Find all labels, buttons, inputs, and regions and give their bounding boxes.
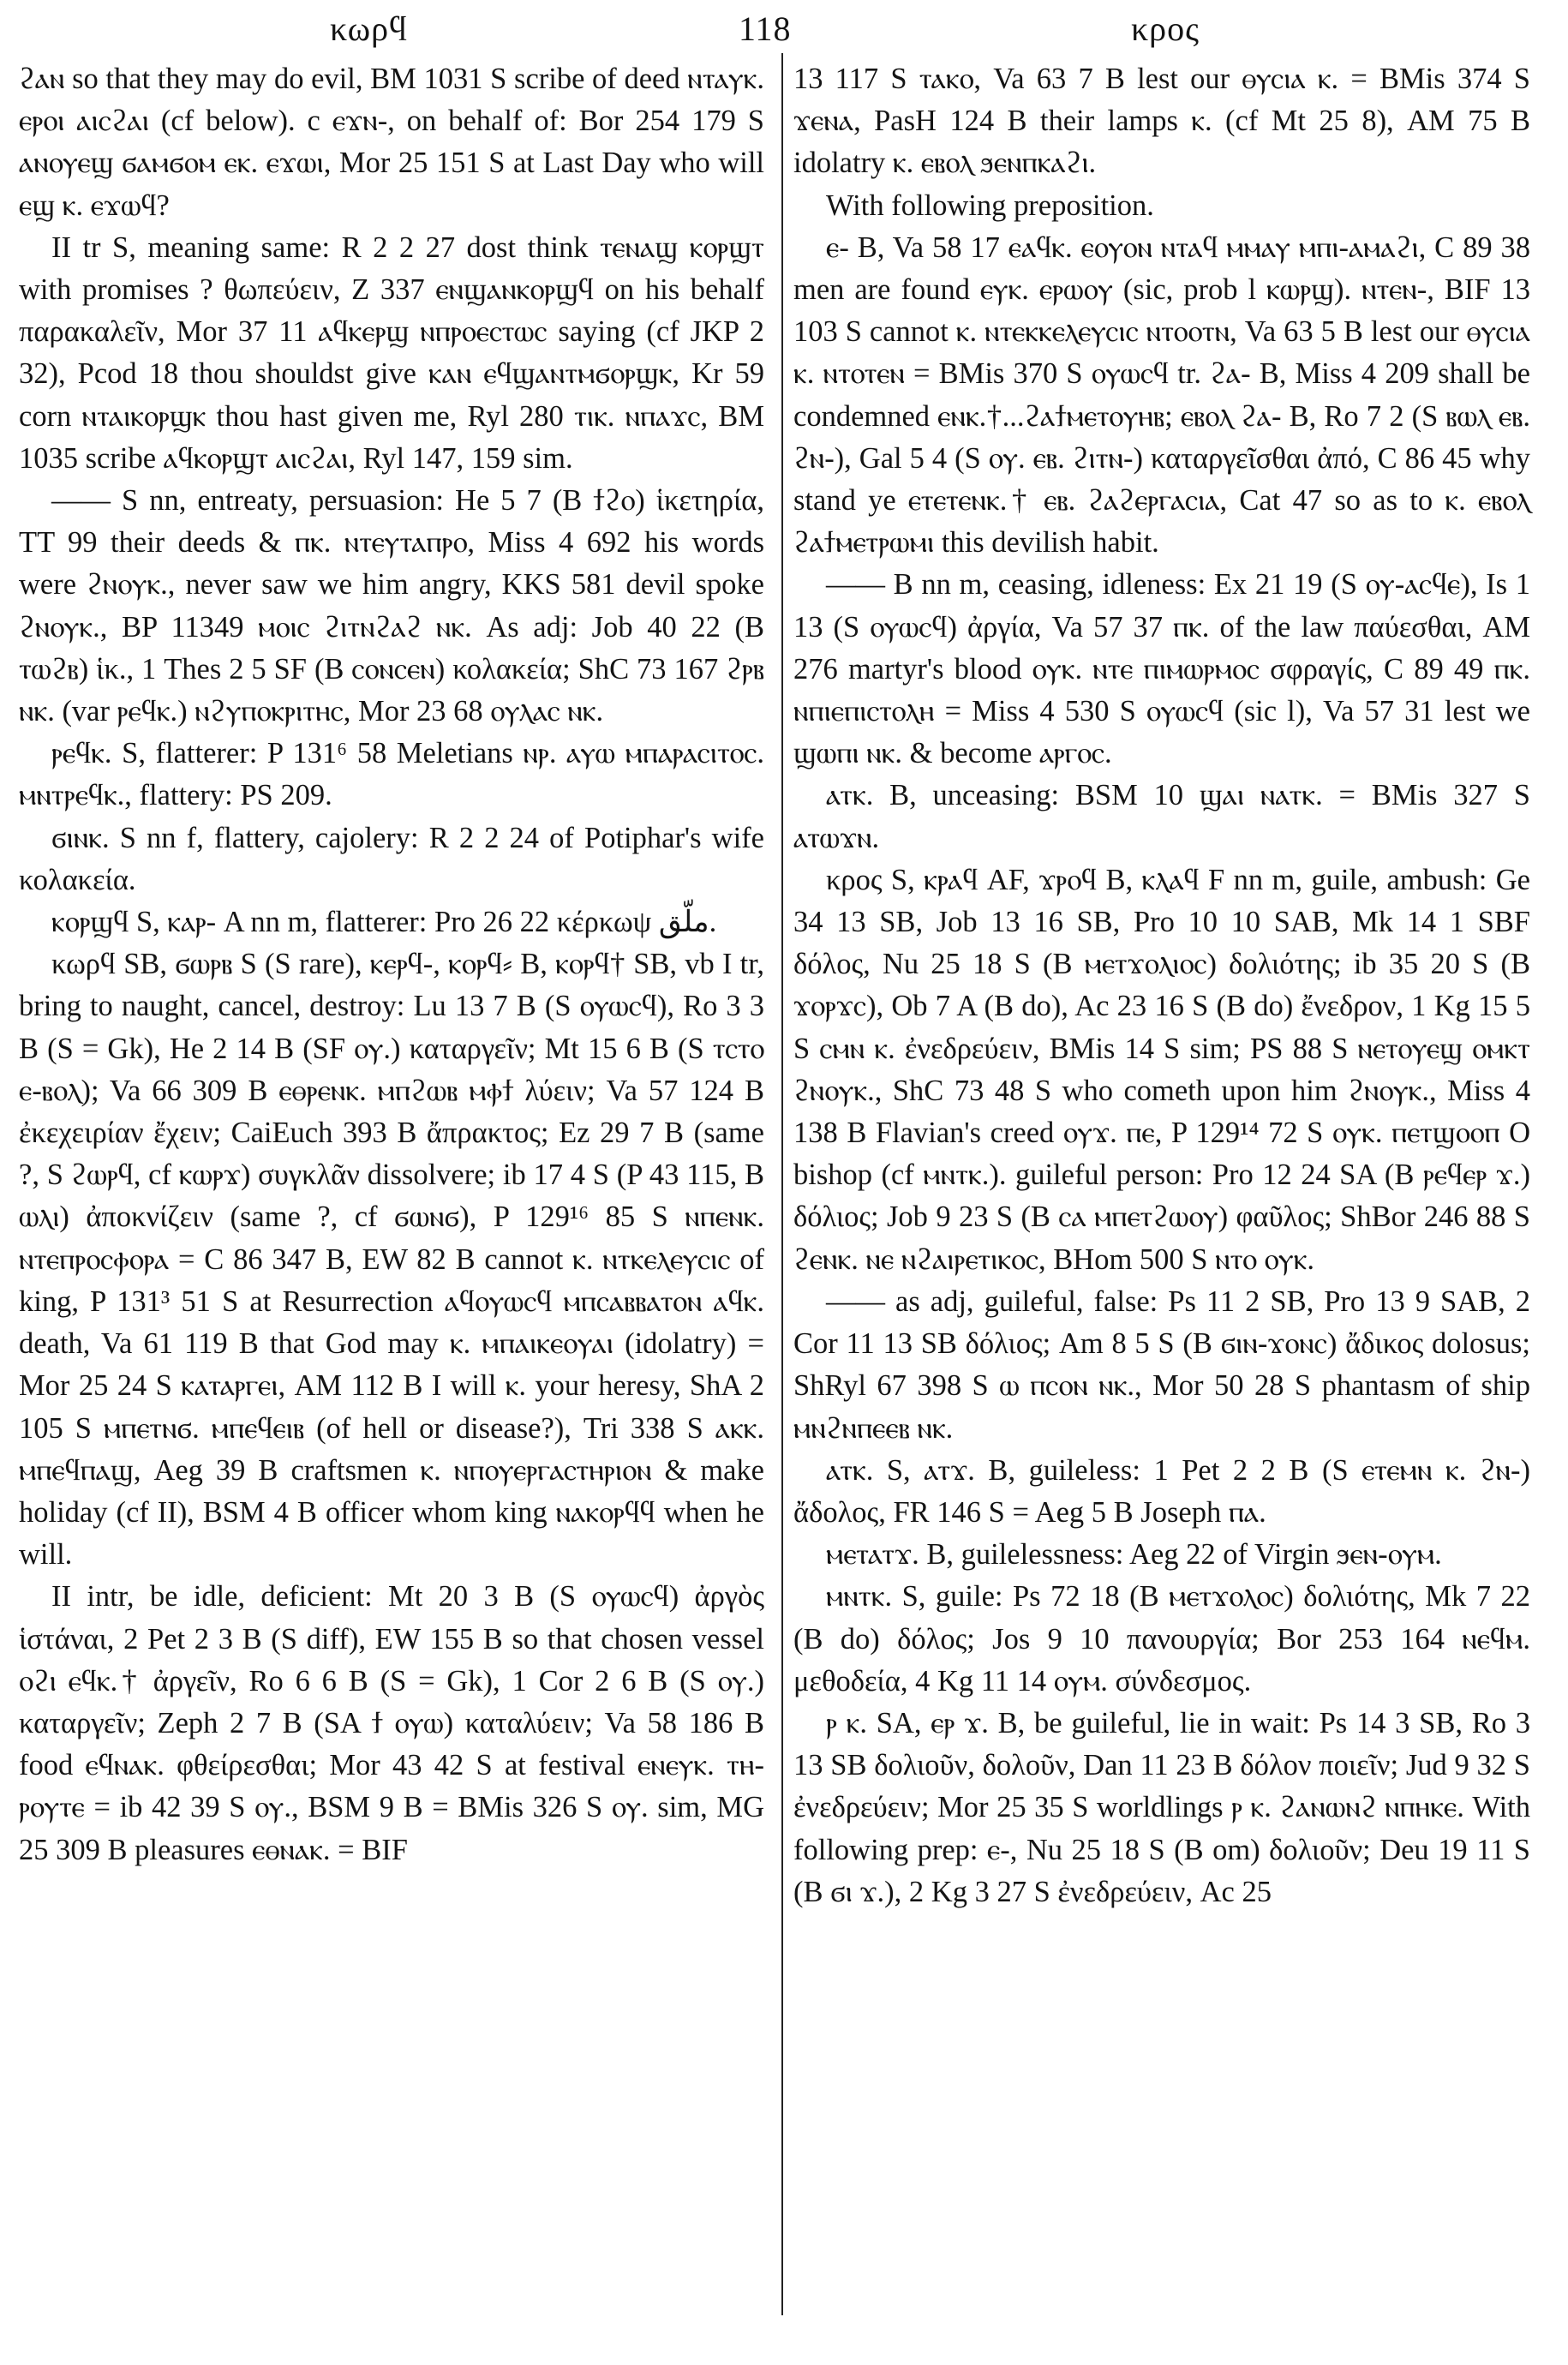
- entry-paragraph: —— S nn, entreaty, persuasion: He 5 7 (B ϯϩⲟ) ἱκετηρία, TT 99 their deeds & ⲡⲕ. ⲛⲧⲉⲩⲧⲁⲡⲣⲟ, Miss 4 692 his words were ϩⲛⲟⲩⲕ., never saw we him angry, KKS 581 devil spoke ϩⲛⲟⲩⲕ., BP 11349 ⲙⲟⲓⲥ ϩⲓⲧⲛϩⲁϩ ⲛⲕ. As adj: Job 40 22 (B ⲧⲱϩⲃ) ἱκ., 1 Thes 2 5 SF (B ⲥⲟⲛⲥⲉⲛ) κολακεία; ShC 73 167 ϩⲣⲃ ⲛⲕ. (var ⲣⲉϥⲕ.) ⲛϩⲩⲡⲟⲕⲣⲓⲧⲏⲥ, Mor 23 68 ⲟⲩⲗⲁⲥ ⲛⲕ.: [19, 484, 764, 728]
- entry-paragraph: ⲁⲧⲕ. B, unceasing: BSM 10 ϣⲁⲓ ⲛⲁⲧⲕ. = BMis 327 S ⲁⲧⲱϫⲛ.: [793, 779, 1530, 854]
- entry-paragraph: ⲁⲧⲕ. S, ⲁⲧϫ. B, guileless: 1 Pet 2 2 B (S ⲉⲧⲉⲙⲛ ⲕ. ϩⲛ-) ἄδολος, FR 146 S = Aeg 5 B Joseph ⲡⲁ.: [793, 1453, 1530, 1529]
- entry-paragraph: ϭⲓⲛⲕ. S nn f, flattery, cajolery: R 2 2 24 of Potiphar's wife κολακεία.: [19, 821, 764, 896]
- entry-paragraph: —— B nn m, ceasing, idleness: Ex 21 19 (S ⲟⲩ-ⲁⲥϥⲉ), Is 1 13 (S ⲟⲩⲱⲥϥ) ἀργία, Va 57 37 ⲡⲕ. of the law παύεσθαι, AM 276 martyr's blood ⲟⲩⲕ. ⲛⲧⲉ ⲡⲓⲙⲱⲣⲙⲟⲥ σφραγίς, C 89 49 ⲡⲕ. ⲛⲡⲓⲉⲡⲓⲥⲧⲟⲗⲏ = Miss 4 530 S ⲟⲩⲱⲥϥ (sic l), Va 57 31 lest we ϣⲱⲡⲓ ⲛⲕ. & become ⲁⲣⲅⲟⲥ.: [793, 568, 1530, 770]
- entry-paragraph: ⲣ ⲕ. SA, ⲉⲣ ϫ. B, be guileful, lie in wait: Ps 14 3 SB, Ro 3 13 SB δολιοῦν, δολοῦν, Dan 11 23 B δόλον ποιεῖν; Jud 9 32 S ἐνεδρεύειν; Mor 25 35 S worldlings ⲣ ⲕ. ϩⲁⲛⲱⲛϩ ⲛⲡⲏⲕⲉ. With following prep: ⲉ-, Nu 25 18 S (B om) δολιοῦν; Deu 19 11 S (B ϭⲓ ϫ.), 2 Kg 3 27 S ἐνεδρεύειν, Ac 25: [793, 1706, 1530, 1908]
- running-head-right: κρος: [1131, 9, 1200, 48]
- page-number: 118: [739, 9, 792, 48]
- entry-paragraph: ⲉ- B, Va 58 17 ⲉⲁϥⲕ. ⲉⲟⲩⲟⲛ ⲛⲧⲁϥ ⲙⲙⲁⲩ ⲙⲡⲓ-ⲁⲙⲁϩⲓ, C 89 38 men are found ⲉⲩⲕ. ⲉⲣⲱⲟⲩ (sic, prob l ⲕⲱⲣϣ). ⲛⲧⲉⲛ-, BIF 13 103 S cannot ⲕ. ⲛⲧⲉⲕⲕⲉⲗⲉⲩⲥⲓⲥ ⲛⲧⲟⲟⲧⲛ, Va 63 5 B lest our ⲑⲩⲥⲓⲁ ⲕ. ⲛⲧⲟⲧⲉⲛ = BMis 370 S ⲟⲩⲱⲥϥ tr. ϩⲁ- B, Miss 4 209 shall be condemned ⲉⲛⲕ.†...ϩⲁϯⲙⲉⲧⲟⲩⲏⲃ; ⲉⲃⲟⲗ ϩⲁ- B, Ro 7 2 (S ⲃⲱⲗ ⲉⲃ. ϩⲛ-), Gal 5 4 (S ⲟⲩ. ⲉⲃ. ϩⲓⲧⲛ-) καταργεῖσθαι ἀπό, C 86 45 why stand ye ⲉⲧⲉⲧⲉⲛⲕ.† ⲉⲃ. ϩⲁϩⲉⲣⲅⲁⲥⲓⲁ, Cat 47 so as to ⲕ. ⲉⲃⲟⲗ ϩⲁϯⲙⲉⲧⲣⲱⲙⲓ this devilish habit.: [793, 231, 1530, 560]
- entry-paragraph: ⲙⲛⲧⲕ. S, guile: Ps 72 18 (B ⲙⲉⲧϫⲟⲗⲟⲥ) δολιότης, Mk 7 22 (B do) δόλος; Jos 9 10 πανουργία; Bor 253 164 ⲛⲉϥⲙ. μεθοδεία, 4 Kg 11 14 ⲟⲩⲙ. σύνδεσμος.: [793, 1580, 1530, 1697]
- left-column: [19, 58, 764, 1871]
- entry-paragraph: ⲙⲉⲧⲁⲧϫ. B, guilelessness: Aeg 22 of Virgin ϧⲉⲛ-ⲟⲩⲙ.: [826, 1538, 1442, 1572]
- running-head-left: κωρϥ: [330, 9, 408, 48]
- right-column: [793, 58, 1530, 1913]
- entry-paragraph: ϩⲁⲛ so that they may do evil, BM 1031 S scribe of deed ⲛⲧⲁⲩⲕ. ⲉⲣⲟⲓ ⲁⲓⲥϩⲁⲓ (cf below). c ⲉϫⲛ-, on behalf of: Bor 254 179 S ⲁⲛⲟⲩⲉϣ ϭⲁⲙϭⲟⲙ ⲉⲕ. ⲉϫⲱⲓ, Mor 25 151 S at Last Day who will ⲉϣ ⲕ. ⲉϫⲱϥ?: [19, 63, 764, 222]
- headword-entry: κρος S, ⲕⲣⲁϥ AF, ϫⲣⲟϥ B, ⲕⲗⲁϥ F nn m, guile, ambush: Ge 34 13 SB, Job 13 16 SB, Pro 10 10 SAB, Mk 14 1 SBF δόλος, Nu 25 18 S (B ⲙⲉⲧϫⲟⲗⲓⲟⲥ) δολιότης; ib 35 20 S (B ϫⲟⲣϫⲥ), Ob 7 A (B do), Ac 23 16 S (B do) ἔνεδρον, 1 Kg 15 5 S ⲥⲙⲛ ⲕ. ἐνεδρεύειν, BMis 14 S sim; PS 88 S ⲛⲉⲧⲟⲩⲉϣ ⲟⲙⲕⲧ ϩⲛⲟⲩⲕ., ShC 73 48 S who cometh upon him ϩⲛⲟⲩⲕ., Miss 4 138 B Flavian's creed ⲟⲩϫ. ⲡⲉ, P 129¹⁴ 72 S ⲟⲩⲕ. ⲡⲉⲧϣⲟⲟⲡ O bishop (cf ⲙⲛⲧⲕ.). guileful person: Pro 12 24 SA (B ⲣⲉϥⲉⲣ ϫ.) δόλιος; Job 9 23 S (B ⲥⲁ ⲙⲡⲉⲧϩⲱⲟⲩ) φαῦλος; ShBor 246 88 S ϩⲉⲛⲕ. ⲛⲉ ⲛϩⲁⲓⲣⲉⲧⲓⲕⲟⲥ, BHom 500 S ⲛⲧⲟ ⲟⲩⲕ.: [793, 863, 1530, 1276]
- entry-paragraph: —— as adj, guileful, false: Ps 11 2 SB, Pro 13 9 SAB, 2 Cor 11 13 SB δόλιος; Am 8 5 S (B ϭⲓⲛ-ϫⲟⲛⲥ) ἄδικος dolosus; ShRyl 67 398 S ⲱ ⲡⲥⲟⲛ ⲛⲕ., Mor 50 28 S phantasm of ship ⲙⲛϩⲛⲡⲉⲉⲃ ⲛⲕ.: [793, 1284, 1530, 1445]
- entry-paragraph: 13 117 S ⲧⲁⲕⲟ, Va 63 7 B lest our ⲑⲩⲥⲓⲁ ⲕ. = BMis 374 S ϫⲉⲛⲁ, PasH 124 B their lamps ⲕ. (cf Mt 25 8), AM 75 B idolatry ⲕ. ⲉⲃⲟⲗ ϧⲉⲛⲡⲕⲁϩⲓ.: [793, 63, 1530, 180]
- headword-entry: κωρϥ SB, ϭⲱⲣⲃ S (S rare), ⲕⲉⲣϥ-, ⲕⲟⲣϥ⸗ B, ⲕⲟⲣϥ† SB, vb I tr, bring to naught, cancel, destroy: Lu 13 7 B (S ⲟⲩⲱⲥϥ), Ro 3 3 B (S = Gk), He 2 14 B (SF ⲟⲩ.) καταργεῖν; Mt 15 6 B (S ⲧⲥⲧⲟ ⲉ-ⲃⲟⲗ); Va 66 309 B ⲉⲑⲣⲉⲛⲕ. ⲙⲡϩⲱⲃ ⲙⲫϯ λύειν; Va 57 124 B ἐκεχειρίαν ἔχειν; CaiEuch 393 B ἄπρακτος; Ez 29 7 B (same ?, S ϩⲱⲣϥ, cf ⲕⲱⲣϫ) συγκλᾶν dissolvere; ib 17 4 S (P 43 115, B ⲱⲗⲓ) ἀποκνίζειν (same ?, cf ϭⲱⲛϭ), P 129¹⁶ 85 S ⲛⲡⲉⲛⲕ. ⲛⲧⲉⲡⲣⲟⲥⲫⲟⲣⲁ = C 86 347 B, EW 82 B cannot ⲕ. ⲛⲧⲕⲉⲗⲉⲩⲥⲓⲥ of king, P 131³ 51 S at Resurrection ⲁϥⲟⲩⲱⲥϥ ⲙⲡⲥⲁⲃⲃⲁⲧⲟⲛ ⲁϥⲕ. death, Va 61 119 B that God may ⲕ. ⲙⲡⲁⲓⲕⲉⲟⲩⲁⲓ (idolatry) = Mor 25 24 S ⲕⲁⲧⲁⲣⲅⲉⲓ, AM 112 B I will ⲕ. your heresy, ShA 2 105 S ⲙⲡⲉⲧⲛϭ. ⲙⲡⲉϥⲉⲓⲃ (of hell or disease?), Tri 338 S ⲁⲕⲕ. ⲙⲡⲉϥⲡⲁϣ, Aeg 39 B craftsmen ⲕ. ⲛⲡⲟⲩⲉⲣⲅⲁⲥⲧⲏⲣⲓⲟⲛ & make holiday (cf II), BSM 4 B officer whom king ⲛⲁⲕⲟⲣϥϥ when he will.: [19, 948, 764, 1572]
- entry-paragraph: II intr, be idle, deficient: Mt 20 3 B (S ⲟⲩⲱⲥϥ) ἀργὸς ἱστάναι, 2 Pet 2 3 B (S diff), EW 155 B so that chosen vessel ⲟϩⲓ ⲉϥⲕ.† ἀργεῖν, Ro 6 6 B (S = Gk), 1 Cor 2 6 B (S ⲟⲩ.) καταργεῖν; Zeph 2 7 B (SA ϯ ⲟⲩⲱ) καταλύειν; Va 58 186 B food ⲉϥⲛⲁⲕ. φθείρεσθαι; Mor 43 42 S at festival ⲉⲛⲉⲩⲕ. ⲧⲏ-ⲣⲟⲩⲧⲉ = ib 42 39 S ⲟⲩ., BSM 9 B = BMis 326 S ⲟⲩ. sim, MG 25 309 B pleasures ⲉⲑⲛⲁⲕ. = BIF: [19, 1580, 764, 1866]
- column-divider: [781, 53, 783, 2315]
- entry-paragraph: ⲕⲟⲣϣϥ S, ⲕⲁⲣ- A nn m, flatterer: Pro 26 22 κέρκωψ ﻣﻠّﻖ.: [51, 906, 717, 939]
- entry-paragraph: II tr S, meaning same: R 2 2 27 dost think ⲧⲉⲛⲁϣ ⲕⲟⲣϣⲧ with promises ? θωπεύειν, Z 337 ⲉⲛϣⲁⲛⲕⲟⲣϣϥ on his behalf παρακαλεῖν, Mor 37 11 ⲁϥⲕⲉⲣϣ ⲛⲡⲣⲟⲉⲥⲧⲱⲥ saying (cf JKP 2 32), Pcod 18 thou shouldst give ⲕⲁⲛ ⲉϥϣⲁⲛⲧⲙϭⲟⲣϣⲕ, Kr 59 corn ⲛⲧⲁⲓⲕⲟⲣϣⲕ thou hast given me, Ryl 280 ⲧⲓⲕ. ⲛⲡⲁϫⲥ, BM 1035 scribe ⲁϥⲕⲟⲣϣⲧ ⲁⲓⲥϩⲁⲓ, Ryl 147, 159 sim.: [19, 231, 764, 475]
- entry-paragraph: With following preposition.: [826, 189, 1154, 222]
- entry-paragraph: ⲣⲉϥⲕ. S, flatterer: P 131⁶ 58 Meletians ⲛⲣ. ⲁⲩⲱ ⲙⲡⲁⲣⲁⲥⲓⲧⲟⲥ. ⲙⲛⲧⲣⲉϥⲕ., flattery: PS 209.: [19, 737, 764, 812]
